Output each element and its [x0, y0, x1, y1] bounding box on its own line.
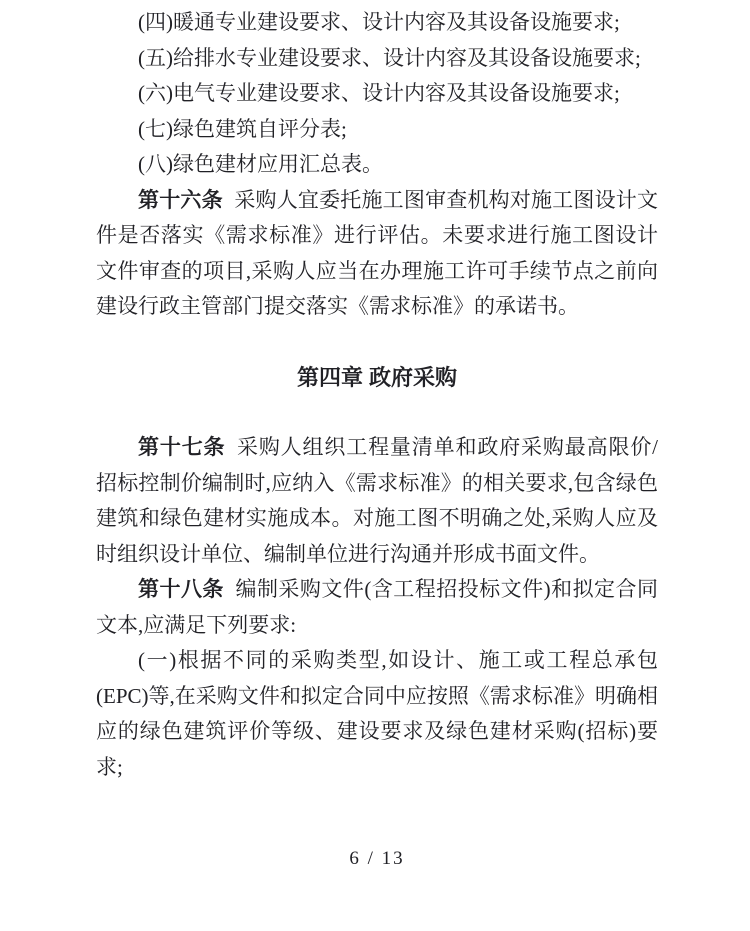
- article-18: [96, 572, 658, 643]
- list-item-6: (六)电气专业建设要求、设计内容及其设备设施要求;: [138, 81, 620, 105]
- page-number: 6 / 13: [349, 848, 405, 869]
- list-item-8: (八)绿色建材应用汇总表。: [138, 152, 383, 176]
- article-16-label: 第十六条: [138, 188, 223, 212]
- article-18-text: 编制采购文件(含工程招投标文件)和拟定合同文本,应满足下列要求:: [96, 577, 658, 637]
- article-18-label: 第十八条: [138, 578, 224, 601]
- article-16-text: 采购人宜委托施工图审查机构对施工图设计文件是否落实《需求标准》进行评估。未要求进行施工图设计文件审查的项目,采购人应当在办理施工许可手续节点之前向建设行政主管部门提交落实《需求标准》的承诺书。: [96, 187, 659, 318]
- list-item-7: (七)绿色建筑自评分表;: [138, 116, 347, 141]
- article-17-text: 采购人组织工程量清单和政府采购最高限价/招标控制价编制时,应纳入《需求标准》的相关要求,包含绿色建筑和绿色建材实施成本。对施工图不明确之处,采购人应及时组织设计单位、编制单位进行沟通并形成书面文件。: [96, 435, 659, 566]
- chapter-heading: 第四章 政府采购: [296, 364, 458, 390]
- list-item-one: (一)根据不同的采购类型,如设计、施工或工程总承包(EPC)等,在采购文件和拟定合同中应按照《需求标准》明确相应的绿色建筑评价等级、建设要求及绿色建材采购(招标)要求;: [96, 648, 658, 779]
- list-item-5: (五)给排水专业建设要求、设计内容及其设备设施要求;: [138, 45, 641, 70]
- list-item-4: (四)暖通专业建设要求、设计内容及其设备设施要求;: [138, 10, 620, 34]
- article-17-label: 第十七条: [138, 436, 226, 459]
- article-16: [96, 183, 658, 325]
- article-17: [96, 430, 658, 572]
